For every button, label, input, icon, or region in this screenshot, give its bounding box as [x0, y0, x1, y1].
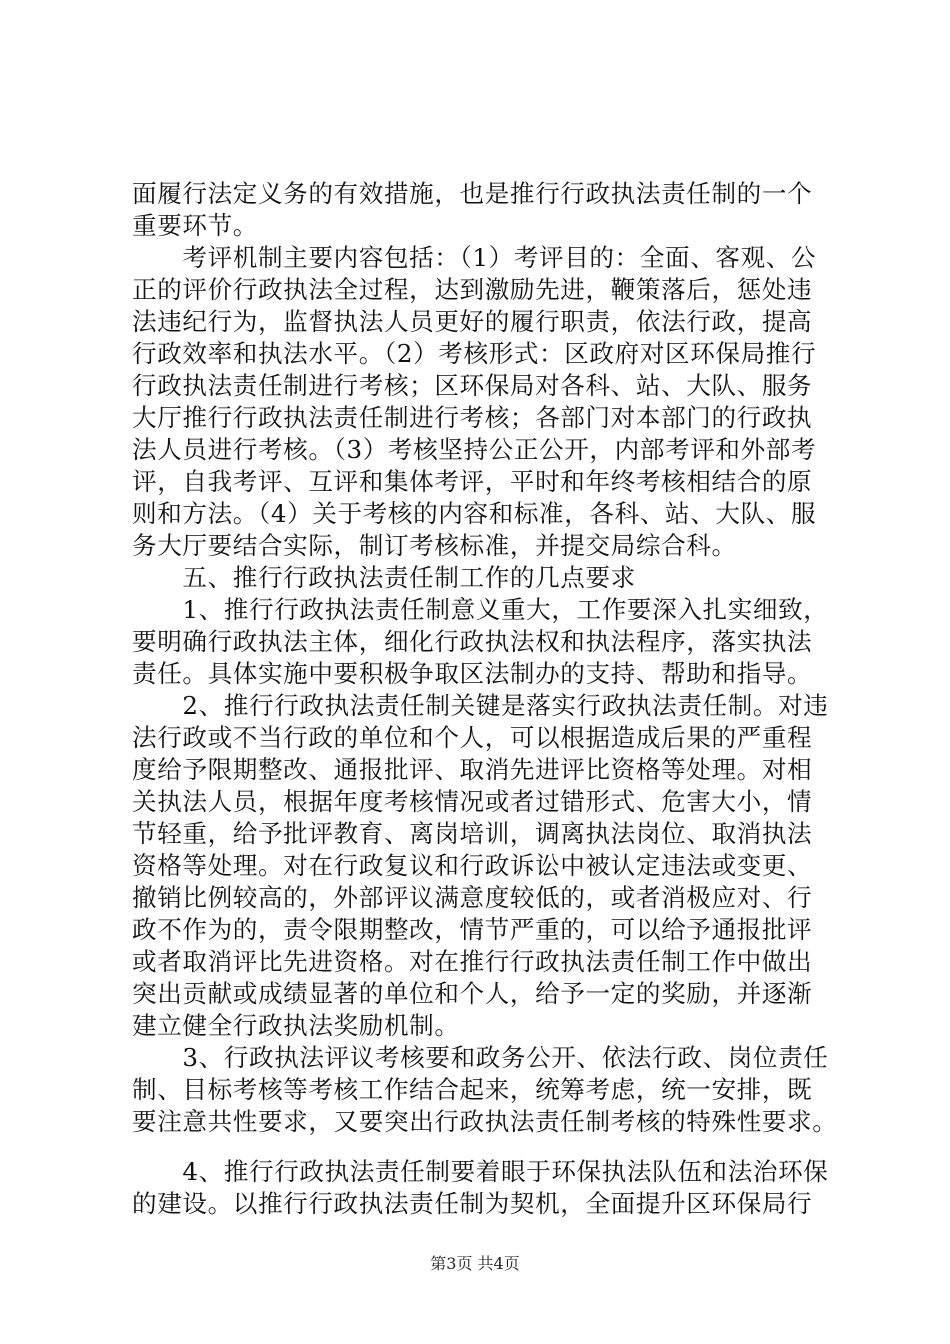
text-line: 考评机制主要内容包括：（1）考评目的：全面、客观、公: [132, 243, 817, 272]
text-line: 正的评价行政执法全过程，达到激励先进，鞭策落后，惩处违: [132, 275, 813, 304]
text-line: 则和方法。（4）关于考核的内容和标准，各科、站、大队、服: [132, 499, 817, 528]
text-line: 政不作为的，责令限期整改，情节严重的，可以给予通报批评: [132, 915, 813, 944]
text-line: 评，自我考评、互评和集体考评，平时和年终考核相结合的原: [132, 467, 813, 496]
text-line: 资格等处理。对在行政复议和行政诉讼中被认定违法或变更、: [132, 851, 813, 880]
section-heading: 五、推行行政执法责任制工作的几点要求: [132, 563, 636, 592]
text-line: 行政效率和执法水平。（2）考核形式：区政府对区环保局推行: [132, 339, 817, 368]
text-line: 责任。具体实施中要积极争取区法制办的支持、帮助和指导。: [132, 659, 813, 688]
text-line: 或者取消评比先进资格。对在推行行政执法责任制工作中做出: [132, 947, 813, 976]
text-line: 法人员进行考核。（3）考核坚持公正公开，内部考评和外部考: [132, 435, 817, 464]
text-line: 重要环节。: [132, 211, 258, 240]
text-line: 度给予限期整改、通报批评、取消先进评比资格等处理。对相: [132, 755, 813, 784]
text-line: 建立健全行政执法奖励机制。: [132, 1011, 460, 1040]
text-line: 1、推行行政执法责任制意义重大，工作要深入扎实细致，: [132, 595, 829, 624]
text-line: 要注意共性要求，又要突出行政执法责任制考核的特殊性要求。: [132, 1107, 838, 1136]
text-line: 法行政或不当行政的单位和个人，可以根据造成后果的严重程: [132, 723, 813, 752]
text-line: 3、行政执法评议考核要和政务公开、依法行政、岗位责任: [132, 1043, 829, 1072]
page-number-footer: 第3页 共4页: [430, 1254, 520, 1273]
text-line: 法违纪行为，监督执法人员更好的履行职责，依法行政，提高: [132, 307, 813, 336]
text-line: 要明确行政执法主体，细化行政执法权和执法程序，落实执法: [132, 627, 813, 656]
text-line: 关执法人员，根据年度考核情况或者过错形式、危害大小，情: [132, 787, 813, 816]
text-line: 撤销比例较高的，外部评议满意度较低的，或者消极应对、行: [132, 883, 813, 912]
text-line: 行政执法责任制进行考核；区环保局对各科、站、大队、服务: [132, 371, 813, 400]
text-line: 的建设。以推行行政执法责任制为契机，全面提升区环保局行: [132, 1189, 813, 1218]
text-line: 4、推行行政执法责任制要着眼于环保执法队伍和法治环保: [132, 1157, 829, 1186]
text-line: 务大厅要结合实际，制订考核标准，并提交局综合科。: [132, 531, 737, 560]
text-line: 制、目标考核等考核工作结合起来，统筹考虑，统一安排，既: [132, 1075, 813, 1104]
text-line: 大厅推行行政执法责任制进行考核；各部门对本部门的行政执: [132, 403, 813, 432]
text-line: 2、推行行政执法责任制关键是落实行政执法责任制。对违: [132, 691, 829, 720]
text-line: 节轻重，给予批评教育、离岗培训，调离执法岗位、取消执法: [132, 819, 813, 848]
text-line: 面履行法定义务的有效措施，也是推行行政执法责任制的一个: [132, 179, 813, 208]
text-line: 突出贡献或成绩显著的单位和个人，给予一定的奖励，并逐渐: [132, 979, 813, 1008]
